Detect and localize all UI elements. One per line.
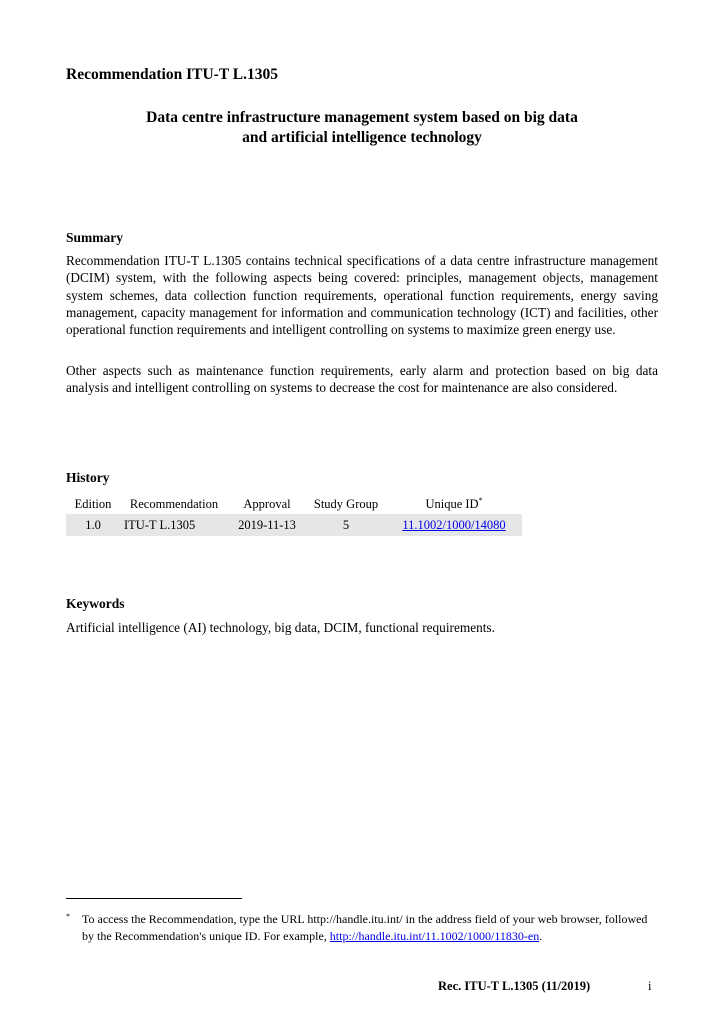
footnote [66,911,658,944]
unique-id-link[interactable]: 11.1002/1000/14080 [402,517,506,532]
document-title [66,108,658,148]
footnote-marker: * [66,912,70,921]
footnote-example-link[interactable]: http://handle.itu.int/11.1002/1000/11830-en [329,928,540,943]
footnote-separator [66,898,242,899]
column-header-recommendation: Recommendation [129,496,219,511]
footnote-text-after-link: . [539,928,543,943]
cell-unique-id [386,514,522,536]
history-heading: History [66,470,110,485]
page-number: i [648,979,652,993]
table-row [66,514,522,536]
column-header-unique-id [386,494,522,514]
footnote-text [82,911,658,944]
summary-paragraph-1: Recommendation ITU-T L.1305 contains technical specifications of a data centre infrastructure management (DCIM) system, with the following aspects being covered: principles, management objects, management system schemes, data collection function requirements, operational function requirements, energy saving management, capacity management for information and communication technology (ICT) and facilities, other operational function requirements and intelligent controlling on systems to maximize green energy use. [66,253,658,338]
recommendation-title: Recommendation ITU-T L.1305 [66,66,278,83]
cell-study-group: 5 [306,514,386,536]
footer-document-reference: Rec. ITU-T L.1305 (11/2019) [438,979,591,993]
cell-recommendation: ITU-T L.1305 [120,514,228,536]
document-title-line-1: Data centre infrastructure management system based on big data [146,109,578,126]
footnote-text-before-link: To access the Recommendation, type the URL http://handle.itu.int/ in the address field of your web browser, followed by the Recommendation's unique ID. For example, [82,912,648,943]
summary-heading: Summary [66,230,123,245]
column-header-study-group: Study Group [313,496,379,511]
unique-id-label: Unique ID [425,496,479,511]
cell-edition: 1.0 [66,514,120,536]
keywords-text: Artificial intelligence (AI) technology, big data, DCIM, functional requirements. [66,620,495,635]
summary-paragraph-2: Other aspects such as maintenance function requirements, early alarm and protection based on big data analysis and intelligent controlling on systems to decrease the cost for maintenance are also considered. [66,363,658,396]
column-header-edition: Edition [74,496,112,511]
document-title-line-2: and artificial intelligence technology [242,129,482,146]
column-header-approval: Approval [243,496,291,511]
history-table-header-row [66,494,522,514]
cell-approval: 2019-11-13 [228,514,306,536]
history-table [66,494,522,536]
keywords-heading: Keywords [66,596,125,611]
unique-id-footnote-marker: * [478,495,483,505]
